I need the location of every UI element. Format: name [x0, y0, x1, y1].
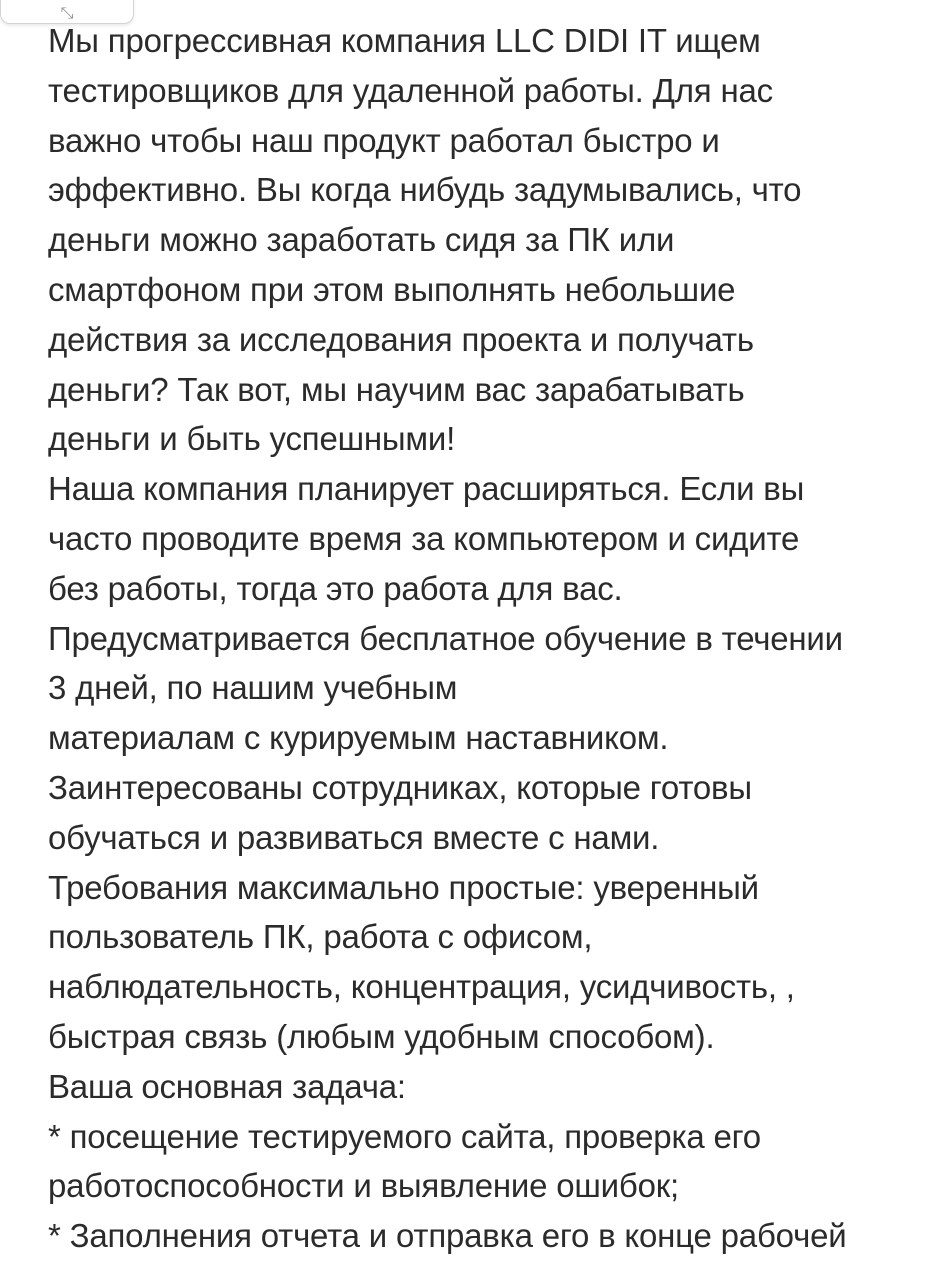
text-line: быстрая связь (любым удобным способом).: [48, 1017, 715, 1055]
text-line: важно чтобы наш продукт работал быстро и: [48, 121, 720, 159]
text-line: деньги? Так вот, мы научим вас зарабатывать: [48, 370, 745, 408]
text-line: * Заполнения отчета и отправка его в конце рабочей: [48, 1217, 847, 1255]
text-line: деньги можно заработать сидя за ПК или: [48, 221, 675, 259]
text-line: без работы, тогда это работа для вас.: [48, 569, 623, 607]
text-line: обучаться и развиваться вместе с нами.: [48, 818, 660, 856]
text-line: эффективно. Вы когда нибудь задумывались, что: [48, 171, 802, 209]
text-line: пользователь ПК, работа с офисом,: [48, 918, 593, 956]
text-line: * посещение тестируемого сайта, проверка его: [48, 1117, 761, 1155]
text-line: тестировщиков для удаленной работы. Для нас: [48, 71, 773, 109]
expand-arrows-icon: ⤡: [60, 3, 74, 22]
text-line: часто проводите время за компьютером и сидите: [48, 519, 800, 557]
text-line: действия за исследования проекта и получать: [48, 320, 754, 358]
text-line: деньги и быть успешными!: [48, 420, 456, 458]
job-post-text: [48, 16, 928, 1261]
text-line: Наша компания планирует расширяться. Если вы: [48, 470, 805, 508]
text-line: Ваша основная задача:: [48, 1067, 406, 1105]
text-line: работоспособности и выявление ошибок;: [48, 1167, 679, 1205]
text-line: смартфоном при этом выполнять небольшие: [48, 270, 736, 308]
text-line: Заинтересованы сотрудниках, которые готовы: [48, 768, 752, 806]
text-line: Мы прогрессивная компания LLC DIDI IT ищем: [48, 22, 761, 59]
text-line: 3 дней, по нашим учебным: [48, 669, 458, 707]
text-line: Требования максимально простые: уверенный: [48, 868, 759, 906]
text-line: Предусматривается бесплатное обучение в течении: [48, 619, 843, 657]
text-line: наблюдательность, концентрация, усидчивость, ,: [48, 968, 795, 1006]
text-line: материалам с курируемым наставником.: [48, 719, 669, 757]
